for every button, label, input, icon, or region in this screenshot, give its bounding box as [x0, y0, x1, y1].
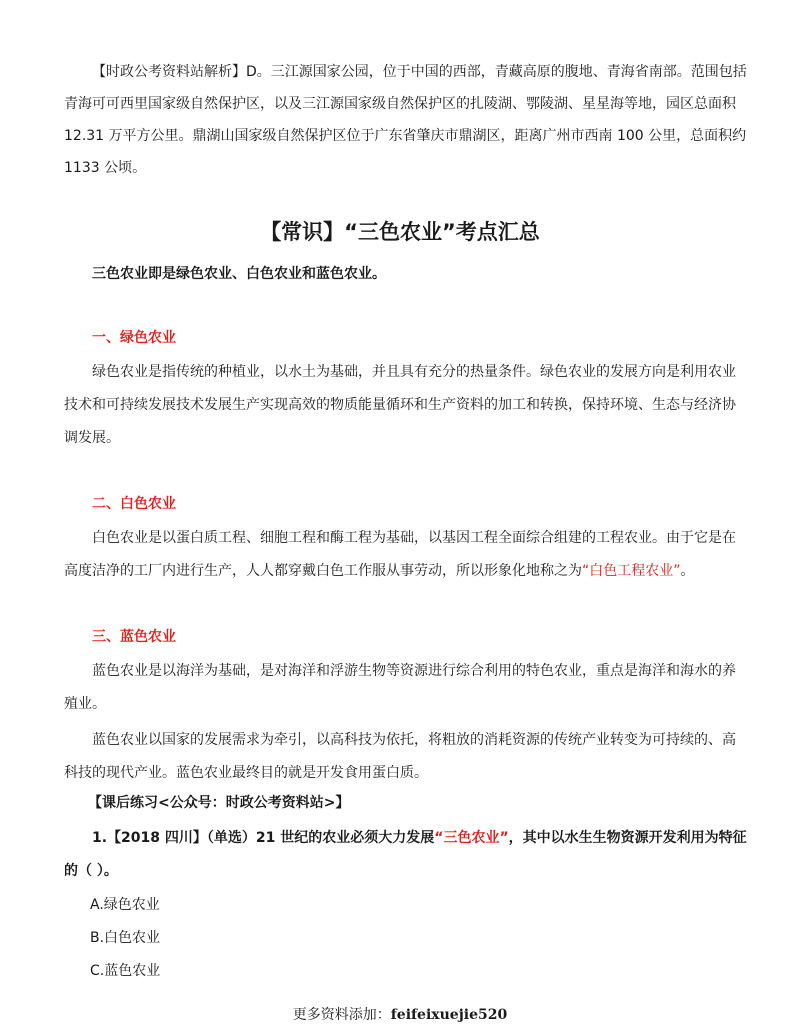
white-heading: 二、白色农业: [92, 496, 176, 512]
question-highlight: “三色农业”: [434, 830, 509, 846]
question-text-end: ，其中以水生生物资源开发利用为特征的（ ）。: [64, 830, 747, 879]
white-highlight: “白色工程农业”: [582, 563, 681, 579]
white-body: [64, 522, 748, 588]
blue-body-2: 蓝色农业以国家的发展需求为牵引，以高科技为依托，将粗放的消耗资源的传统产业转变为可持续的、高科技的现代产业。蓝色农业最终目的就是开发食用蛋白质。: [64, 732, 736, 781]
section-title: 【常识】“三色农业”考点汇总: [260, 220, 540, 244]
footer-prefix: 更多资料添加：: [292, 1007, 391, 1023]
footer-handle: feifeixuejie520: [390, 1007, 508, 1023]
option-a: A.绿色农业: [90, 897, 160, 913]
footer-contact: [0, 1003, 800, 1027]
option-c: C.蓝色农业: [90, 963, 161, 979]
white-body-end: 。: [680, 563, 695, 579]
analysis-paragraph: 【时政公考资料站解析】D。三江源国家公园，位于中国的西部，青藏高原的腹地、青海省南部。范围包括青海可可西里国家级自然保护区，以及三江源国家级自然保护区的扎陵湖、鄂陵湖、星星海等地，园区总面积 12.31 万平方公里。鼎湖山国家级自然保护区位于广东省肇庆市鼎湖区，距离广州市西南 100 公里，总面积约 1133 公顷。: [64, 64, 747, 176]
blue-body-1: 蓝色农业是以海洋为基础，是对海洋和浮游生物等资源进行综合利用的特色农业，重点是海洋和海水的养殖业。: [64, 663, 736, 712]
white-body-text: 白色农业是以蛋白质工程、细胞工程和酶工程为基础，以基因工程全面综合组建的工程农业。由于它是在高度洁净的工厂内进行生产，人人都穿戴白色工作服从事劳动，所以形象化地称之为: [64, 530, 736, 579]
practice-question: [64, 822, 748, 888]
practice-label: 【课后练习<公众号：时政公考资料站>】: [88, 795, 350, 811]
question-text: 1.【2018 四川】（单选）21 世纪的农业必须大力发展: [92, 830, 435, 846]
blue-heading: 三、蓝色农业: [92, 629, 176, 645]
option-b: B.白色农业: [90, 930, 161, 946]
intro-text: 三色农业即是绿色农业、白色农业和蓝色农业。: [92, 266, 386, 282]
green-body: 绿色农业是指传统的种植业，以水土为基础，并且具有充分的热量条件。绿色农业的发展方向是利用农业技术和可持续发展技术发展生产实现高效的物质能量循环和生产资料的加工和转换，保持环境、生态与经济协调发展。: [64, 364, 736, 446]
green-heading: 一、绿色农业: [92, 330, 176, 346]
